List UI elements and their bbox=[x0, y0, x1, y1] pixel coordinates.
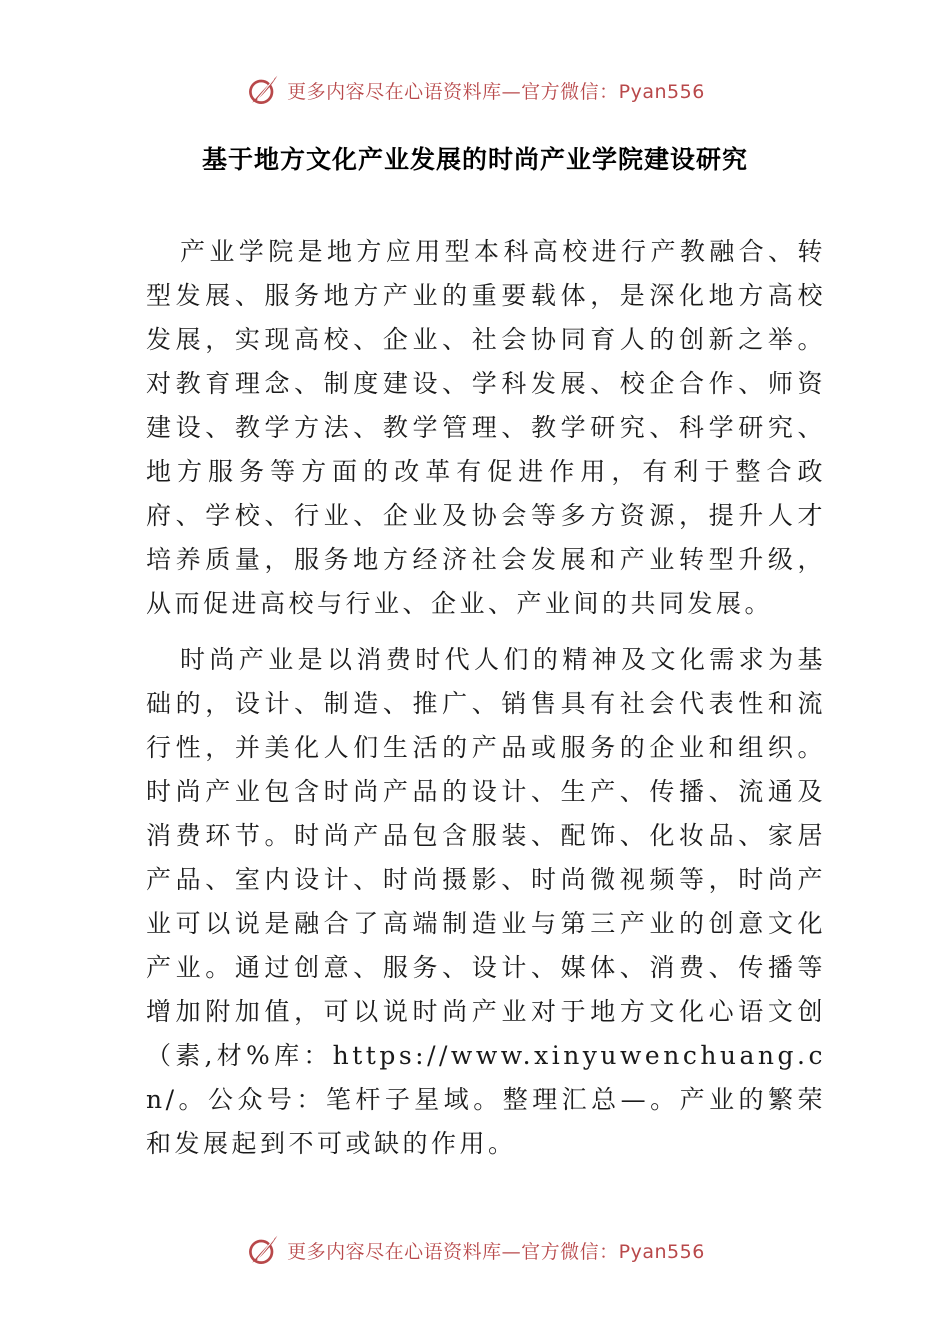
wechat-id: Pyan556 bbox=[618, 1240, 705, 1263]
quill-logo-icon bbox=[245, 1232, 281, 1268]
footer-watermark bbox=[0, 1232, 950, 1268]
header-watermark bbox=[0, 72, 950, 108]
watermark-text: 更多内容尽在心语资料库—官方微信：Pyan556 bbox=[287, 80, 705, 103]
quill-logo-icon bbox=[245, 72, 281, 108]
wechat-id: Pyan556 bbox=[618, 80, 705, 103]
document-body bbox=[146, 230, 826, 1166]
watermark-text: 更多内容尽在心语资料库—官方微信：Pyan556 bbox=[287, 1240, 705, 1263]
document-title: 基于地方文化产业发展的时尚产业学院建设研究 bbox=[201, 145, 748, 174]
paragraph-2: 时尚产业是以消费时代人们的精神及文化需求为基础的，设计、制造、推广、销售具有社会代表性和流行性，并美化人们生活的产品或服务的企业和组织。时尚产业包含时尚产品的设计、生产、传播、流通及消费环节。时尚产品包含服装、配饰、化妆品、家居产品、室内设计、时尚摄影、时尚微视频等，时尚产业可以说是融合了高端制造业与第三产业的创意文化产业。通过创意、服务、设计、媒体、消费、传播等增加附加值，可以说时尚产业对于地方文化心语文创（素,材%库：https://www.xinyuwenchuang.cn/。公众号：笔杆子星域。整理汇总—。产业的繁荣和发展起到不可或缺的作用。 bbox=[146, 645, 826, 1158]
paragraph-1: 产业学院是地方应用型本科高校进行产教融合、转型发展、服务地方产业的重要载体，是深化地方高校发展，实现高校、企业、社会协同育人的创新之举。对教育理念、制度建设、学科发展、校企合作、师资建设、教学方法、教学管理、教学研究、科学研究、地方服务等方面的改革有促进作用，有利于整合政府、学校、行业、企业及协会等多方资源，提升人才培养质量，服务地方经济社会发展和产业转型升级，从而促进高校与行业、企业、产业间的共同发展。 bbox=[146, 237, 826, 618]
